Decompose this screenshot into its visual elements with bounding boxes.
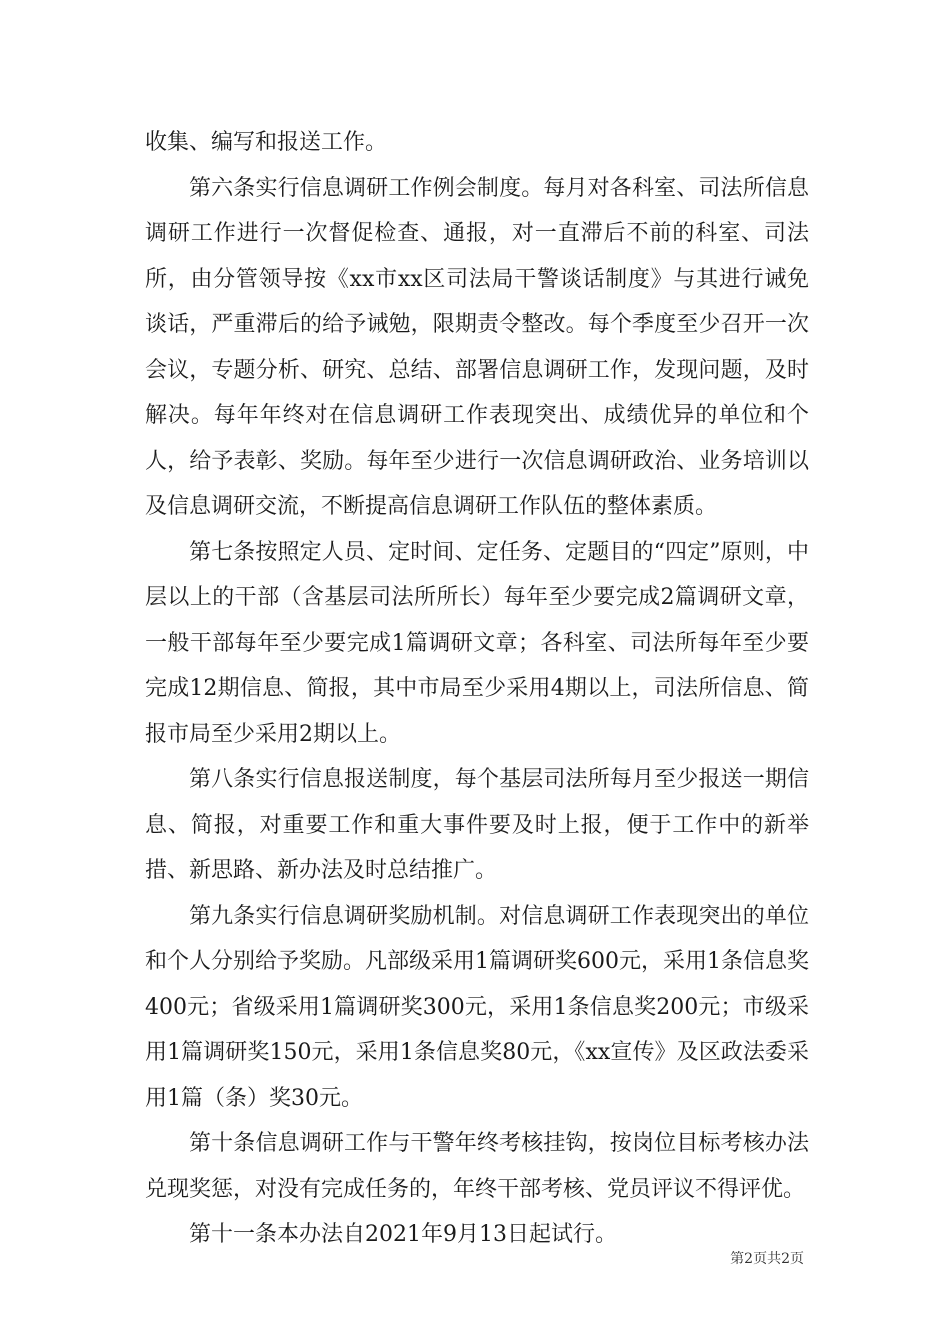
paragraph-article-10: 第十条信息调研工作与干警年终考核挂钩，按岗位目标考核办法兑现奖惩，对没有完成任务的，年终干部考核、党员评议不得评优。 [145,1131,809,1202]
paragraph-article-8: 第八条实行信息报送制度，每个基层司法所每月至少报送一期信息、简报，对重要工作和重大事件要及时上报，便于工作中的新举措、新思路、新办法及时总结推广。 [145,767,809,883]
paragraph-continuation: 收集、编写和报送工作。 [145,130,388,155]
paragraph-article-7: 第七条按照定人员、定时间、定任务、定题目的“四定”原则，中层以上的干部（含基层司法所所长）每年至少要完成2篇调研文章，一般干部每年至少要完成1篇调研文章；各科室、司法所每年至少要完成12期信息、简报，其中市局至少采用4期以上，司法所信息、简报市局至少采用2期以上。 [145,539,809,747]
paragraph-article-6: 第六条实行信息调研工作例会制度。每月对各科室、司法所信息调研工作进行一次督促检查、通报，对一直滞后不前的科室、司法所，由分管领导按《xx市xx区司法局干警谈话制度》与其进行诫免谈话，严重滞后的给予诫勉，限期责令整改。每个季度至少召开一次会议，专题分析、研究、总结、部署信息调研工作，发现问题，及时解决。每年年终对在信息调研工作表现突出、成绩优异的单位和个人，给予表彰、奖励。每年至少进行一次信息调研政治、业务培训以及信息调研交流，不断提高信息调研工作队伍的整体素质。 [145,175,809,519]
paragraph-article-9: 第九条实行信息调研奖励机制。对信息调研工作表现突出的单位和个人分别给予奖励。凡部级采用1篇调研奖600元，采用1条信息奖400元；省级采用1篇调研奖300元，采用1条信息奖200元；市级采用1篇调研奖150元，采用1条信息奖80元，《xx宣传》及区政法委采用1篇（条）奖30元。 [145,903,809,1111]
paragraph-article-11: 第十一条本办法自2021年9月13日起试行。 [189,1222,617,1247]
page-number-footer: 第2页共2页 [730,1251,804,1267]
document-body [145,120,809,1258]
